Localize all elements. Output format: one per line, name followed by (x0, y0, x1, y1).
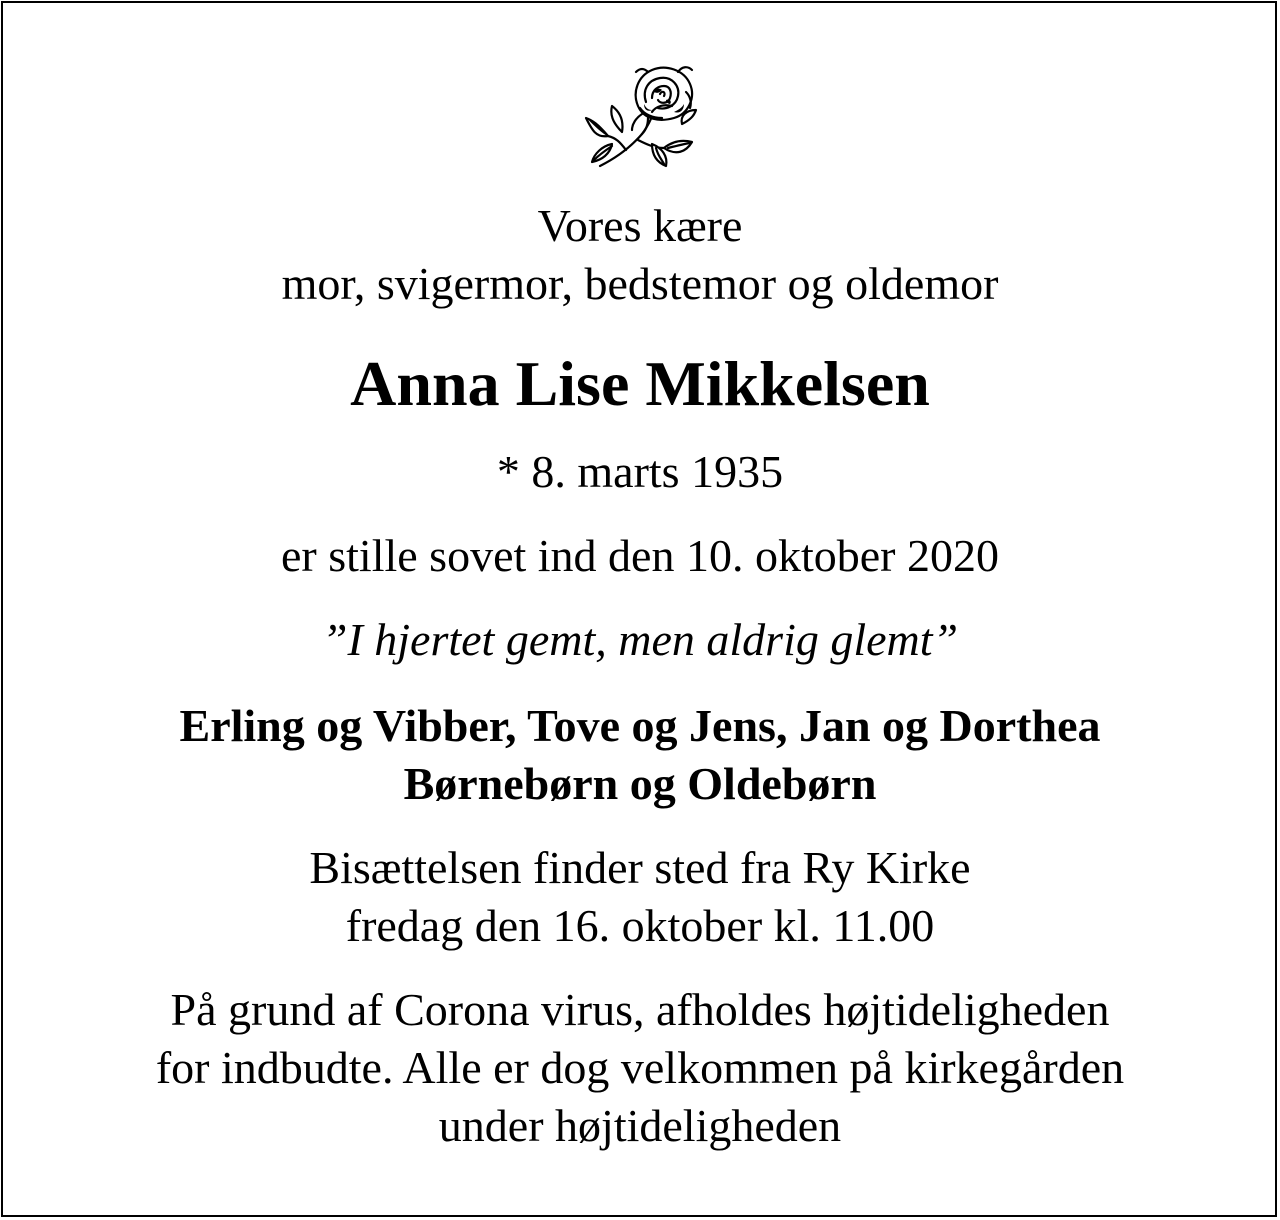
death-date: er stille sovet ind den 10. oktober 2020 (281, 530, 999, 581)
rose-icon (582, 62, 698, 170)
family-names-line-1: Erling og Vibber, Tove og Jens, Jan og Dorthea (179, 700, 1101, 751)
birth-date: * 8. marts 1935 (496, 446, 784, 497)
deceased-name: Anna Lise Mikkelsen (350, 348, 930, 419)
notice-line-1: På grund af Corona virus, afholdes højtideligheden (170, 984, 1110, 1035)
memorial-quote: ”I hjertet gemt, men aldrig glemt” (321, 614, 959, 665)
notice-line-2: for indbudte. Alle er dog velkommen på kirkegården (155, 1042, 1125, 1093)
family-names-line-2: Børnebørn og Oldebørn (403, 758, 877, 809)
funeral-info-line-2: fredag den 16. oktober kl. 11.00 (345, 900, 935, 951)
intro-line-1: Vores kære (537, 200, 743, 251)
notice-line-3: under højtideligheden (438, 1100, 842, 1151)
intro-line-2: mor, svigermor, bedstemor og oldemor (281, 258, 999, 309)
funeral-info-line-1: Bisættelsen finder sted fra Ry Kirke (309, 842, 971, 893)
